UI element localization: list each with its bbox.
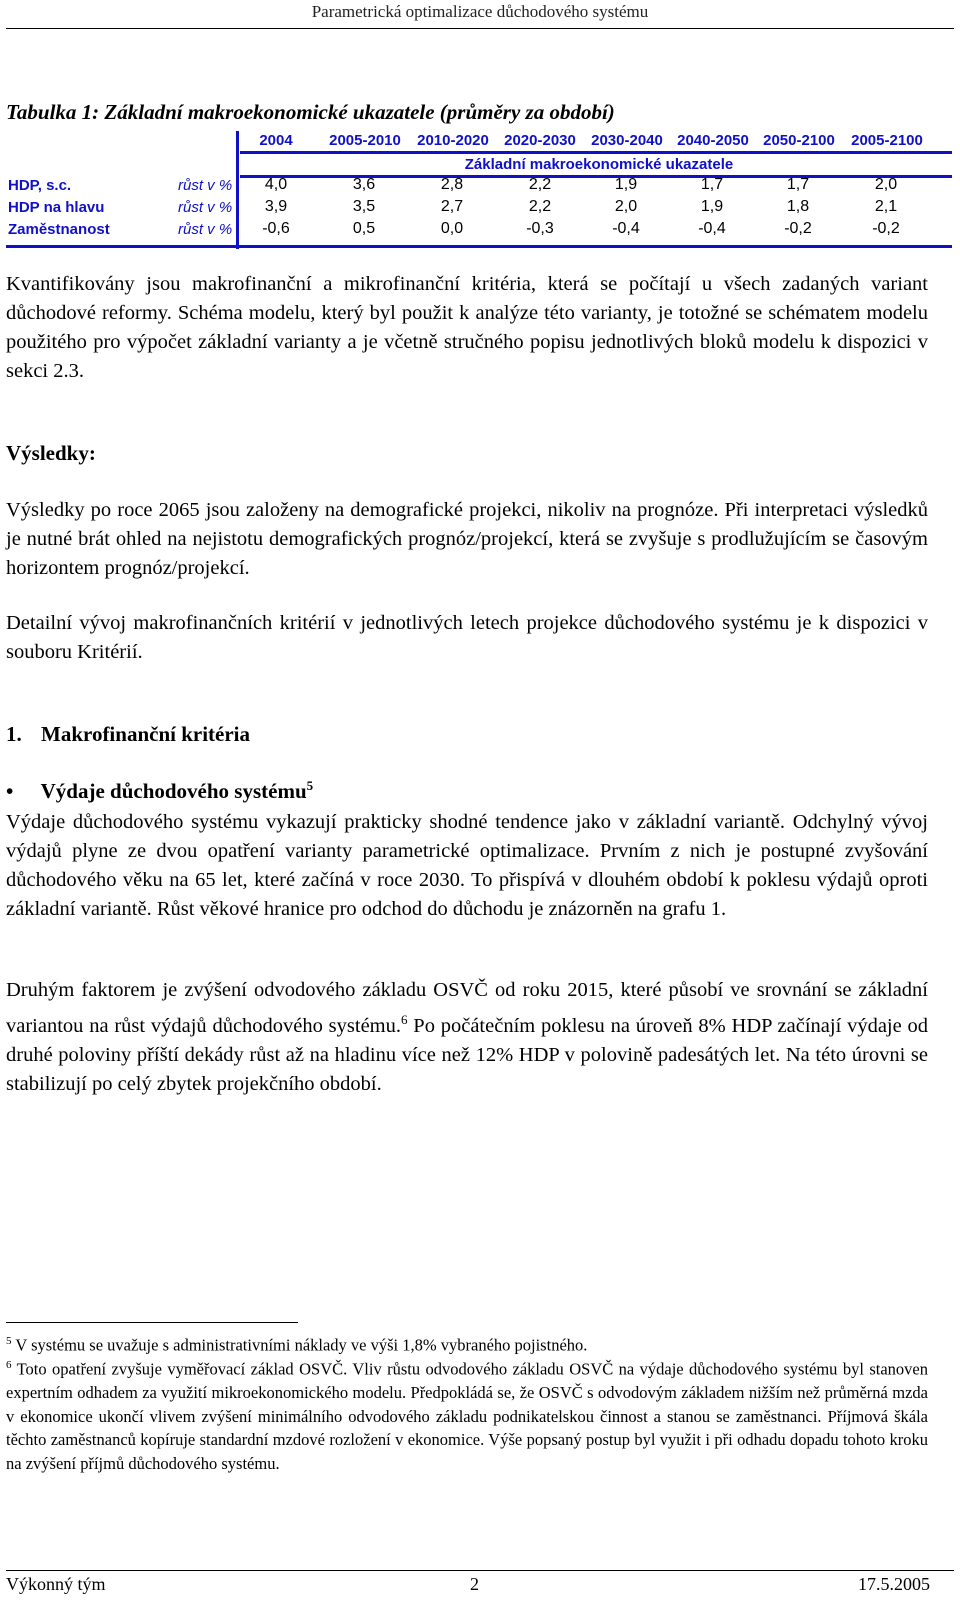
paragraph-criteria: Kvantifikovány jsou makrofinanční a mikrofinanční kritéria, která se počítají u všech zadaných variant důchodové reformy. Schéma modelu, který byl použit k analýze této varianty, je totožné se schématem modelu použitého pro výpočet základní varianty a je včetně stručného popisu jednotlivých bloků modelu k dispozici v sekci 2.3.: [6, 273, 928, 382]
table-cell: 0,0: [440, 220, 464, 237]
footnote-ref: 6: [401, 1012, 408, 1027]
footnote-number: 5: [6, 1335, 12, 1347]
table-cell: -0,2: [872, 220, 900, 237]
table-cell: 1,7: [700, 176, 724, 193]
paragraph-part: Druhým faktorem je zvýšení odvodového základu OSVČ od roku 2015, které působí ve srovnání se základní variantou na růst výdajů důchodového systému.: [6, 979, 928, 1037]
header-rule: [6, 28, 954, 29]
row-label: HDP, s.c.: [8, 177, 72, 194]
table-cell: 1,8: [786, 198, 810, 215]
paragraph-detail: Detailní vývoj makrofinančních kritérií v jednotlivých letech projekce důchodového systému je k dispozici v souboru Kritérií.: [6, 612, 928, 663]
footer-left: Výkonný tým: [6, 1574, 106, 1594]
bullet-icon: •: [6, 779, 14, 803]
table-cell: 2,0: [614, 198, 638, 215]
page-number: 2: [470, 1574, 479, 1594]
col-header: 2050-2100: [763, 132, 835, 149]
table-cell: 3,6: [352, 176, 376, 193]
table-caption: Tabulka 1: Základní makroekonomické ukazatele (průměry za období): [6, 100, 615, 124]
col-header: 2010-2020: [417, 132, 489, 149]
table-subtitle: Základní makroekonomické ukazatele: [464, 156, 734, 173]
footer-rule: [6, 1570, 954, 1571]
table-cell: 1,7: [786, 176, 810, 193]
table-bottom-line: [6, 245, 952, 248]
table-cell: 2,1: [874, 198, 898, 215]
row-label: Zaměstnanost: [8, 221, 110, 238]
row-unit: růst v %: [178, 177, 233, 194]
table-cell: 1,9: [614, 176, 638, 193]
table-cell: -0,2: [784, 220, 812, 237]
table-divider: [236, 131, 239, 249]
bullet-title: Výdaje důchodového systému: [40, 779, 307, 803]
table-cell: 2,2: [528, 198, 552, 215]
footnote-text: V systému se uvažuje s administrativními náklady ve výši 1,8% vybraného pojistného.: [11, 1335, 588, 1355]
table-cell: 0,5: [352, 220, 376, 237]
table-cell: 2,8: [440, 176, 464, 193]
table-cell: 3,9: [264, 198, 288, 215]
section-title: Makrofinanční kritéria: [41, 722, 251, 746]
section-number: 1.: [6, 722, 22, 746]
running-header: Parametrická optimalizace důchodového systému: [311, 2, 649, 21]
footnote-5: [6, 1330, 928, 1357]
section-heading: [6, 722, 250, 747]
paragraph-expenditure: Výdaje důchodového systému vykazují prakticky shodné tendence jako v základní variantě. Odchylný vývoj výdajů plyne ze dvou opatření varianty parametrické optimalizace. Prvním z nich je postupné zvyšování důchodového věku na 65 let, které začíná v roce 2030. To přispívá v dlouhém období k poklesu výdajů oproti základní variantě. Růst věkové hranice pro odchod do důchodu je znázorněn na grafu 1.: [6, 811, 928, 920]
table-cell: -0,4: [698, 220, 726, 237]
footnote-6: [6, 1354, 928, 1475]
table-cell: 2,7: [440, 198, 464, 215]
row-label: HDP na hlavu: [8, 199, 105, 216]
row-unit: růst v %: [178, 199, 233, 216]
footnote-ref: 5: [306, 778, 314, 793]
table-cell: 1,9: [700, 198, 724, 215]
table-cell: 3,5: [352, 198, 376, 215]
paragraph-results: Výsledky po roce 2065 jsou založeny na demografické projekci, nikoliv na prognóze. Při interpretaci výsledků je nutné brát ohled na nejistotu demografických prognóz/projekcí, která se zvyšuje s prodlužujícím se časovým horizontem prognóz/projekcí.: [6, 499, 928, 579]
footnote-text: Toto opatření zvyšuje vyměřovací základ OSVČ. Vliv růstu odvodového základu OSVČ na výdaje důchodového systému byl stanoven expertním odhadem za využití mikroekonomického modelu. Předpokládá se, že OSVČ s odvodovým základem nižším než průměrná mzda v ekonomice ukončí vlivem zvýšení minimálního odvodového základu podnikatelskou činnost a stanou se zaměstnanci. Příjmová škála těchto zaměstnanců kopíruje standardní mzdové rozložení v ekonomice. Výše popsaný postup byl využit i při odhadu dopadu tohoto kroku na zvýšení příjmů důchodového systému.: [6, 1359, 928, 1473]
col-header: 2005-2100: [851, 132, 923, 149]
table-cell: 4,0: [264, 176, 288, 193]
table-cell: -0,3: [526, 220, 554, 237]
table-cell: -0,6: [262, 220, 290, 237]
col-header: 2005-2010: [329, 132, 401, 149]
row-unit: růst v %: [178, 221, 233, 238]
macro-indicators-table: [6, 131, 952, 249]
col-header: 2004: [259, 132, 293, 149]
footnote-number: 6: [6, 1359, 12, 1371]
bullet-heading: [6, 778, 313, 804]
footer-date: 17.5.2005: [858, 1574, 930, 1594]
paragraph-second-factor: [6, 976, 928, 1099]
results-heading: Výsledky:: [6, 441, 96, 465]
paragraph-part: Po počátečním poklesu na úroveň 8% HDP začínají výdaje od druhé poloviny příští dekády růst až na hladinu více než 12% HDP v polovině padesátých let. Na této úrovni se stabilizují po celý zbytek projekčního období.: [6, 1014, 929, 1095]
table-cell: -0,4: [612, 220, 640, 237]
col-header: 2020-2030: [504, 132, 576, 149]
col-header: 2030-2040: [591, 132, 663, 149]
table-cell: 2,0: [874, 176, 898, 193]
footnote-rule: [6, 1322, 298, 1323]
col-header: 2040-2050: [677, 132, 749, 149]
table-cell: 2,2: [528, 176, 552, 193]
